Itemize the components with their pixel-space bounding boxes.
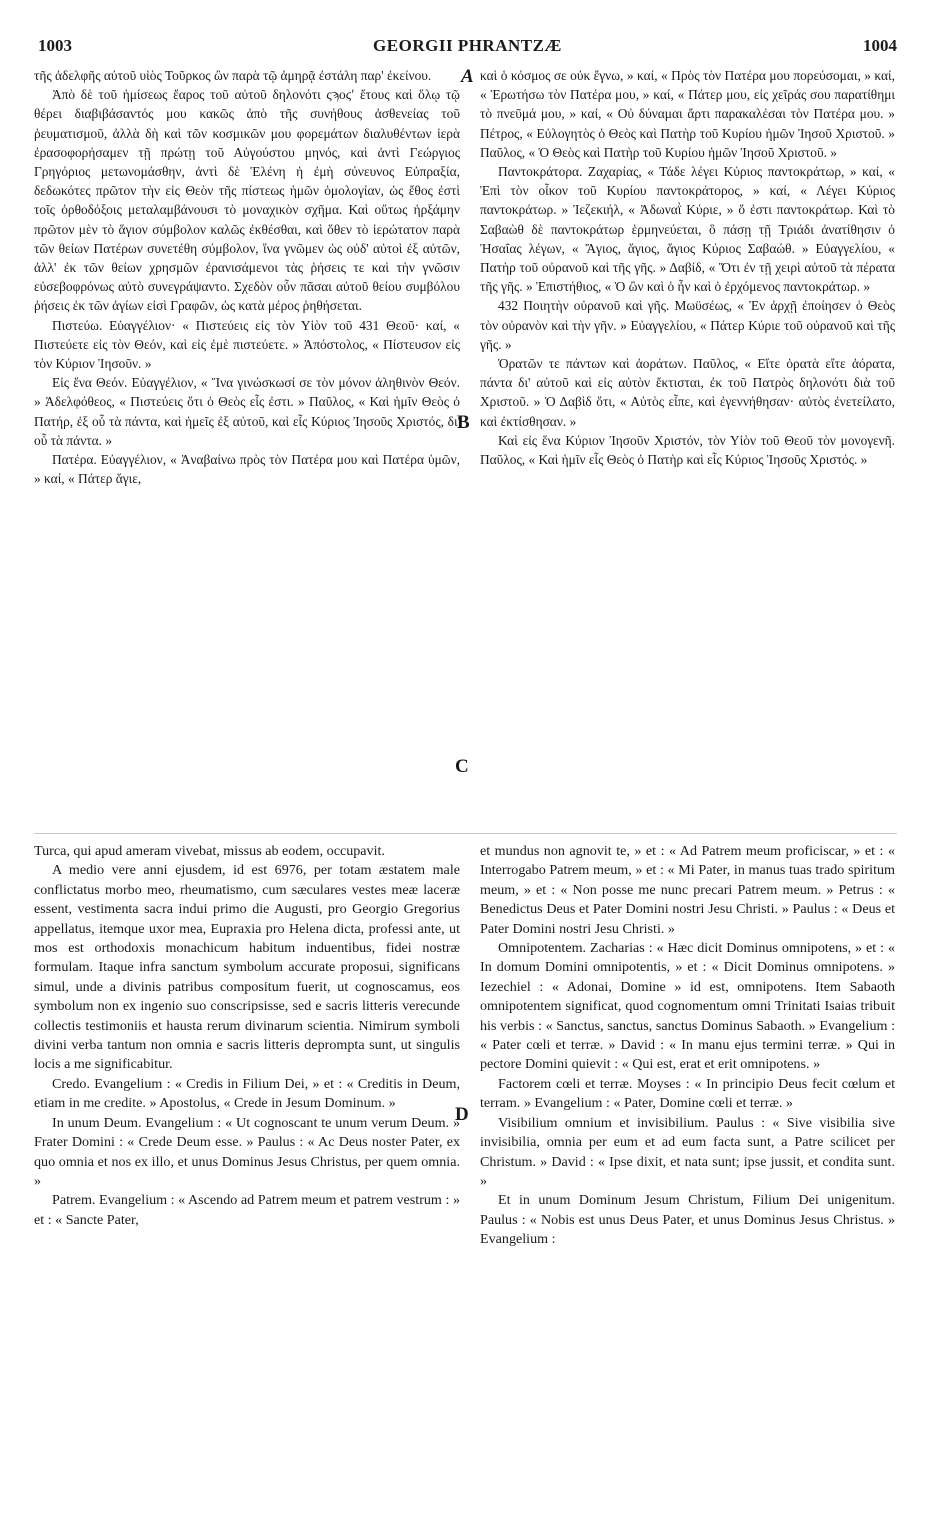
paragraph: Πιστεύω. Εὐαγγέλιον· « Πιστεύεις εἰς τὸν Υἱὸν τοῦ 431 Θεοῦ· καί, « Πιστεύετε εἰς τὸν Θεόν, καὶ εἰς ἐμὲ πιστεύετε. » Ἀπόστολος, « Πίστευσον εἰς τὸν Κύριον Ἰησοῦν. » <box>34 317 460 372</box>
paragraph: Patrem. Evangelium : « Ascendo ad Patrem meum et patrem vestrum : » et : « Sancte Pater, <box>34 1192 460 1228</box>
margin-letter-d: D <box>455 1104 469 1125</box>
paragraph: A medio vere anni ejusdem, id est 6976, per totam æstatem male conflictatus morbo meo, rheumatismo, cum sæculares vestes meæ laceræ essent, vestimenta sacra indui primo die Augusti, pro Georgio Gregorius appellatus, itemque uxor mea, Eupraxia pro Helena dicta, professi ante, ut mos est orthodoxis monachicum habitum induentibus, fidei nostræ formulam. Itaque infra sanctum symbolum accurate proposui, significans simul, unde a divinis patribus compositum fuerit, ut cognoscamus, eos symbolum non ex ingenio suo conscripsisse, sed e sacris litteris verecunde collectis testimoniis et hausta rerum divinarum scientia. Nimirum symboli divini verba tantum non omnia e sacris litteris deprompta sunt, ut singulis locis a me significabitur. <box>34 862 460 1073</box>
paragraph: Factorem cœli et terræ. Moyses : « In principio Deus fecit cœlum et terram. » Evangelium : « Pater, Domine cœli et terræ. » <box>480 1075 895 1112</box>
paragraph: Visibilium omnium et invisibilium. Paulus : « Sive visibilia sive invisibilia, omnia per eum et ad eum facta sunt, a Patre scilicet per Christum. » David : « Ipse dixit, et nata sunt; ipse jussit, et condita sunt. » <box>480 1114 895 1189</box>
greek-column-left <box>34 66 460 826</box>
paragraph: Ὁρατῶν τε πάντων καὶ ἀοράτων. Παῦλος, « Εἴτε ὁρατὰ εἴτε ἀόρατα, πάντα δι' αὐτοῦ καὶ εἰς αὐτὸν ἔκτισται, ἐκ τοῦ Πατρὸς δηλονότι διὰ τοῦ Χριστοῦ. » Ὁ Δαβὶδ ὅτι, « Αὐτὸς εἶπε, καὶ ἐγεννήθησαν· αὐτὸς ἐνετείλατο, καὶ ἐκτίσθησαν. » <box>480 356 895 429</box>
paragraph: καὶ ὁ κόσμος σε οὐκ ἔγνω, » καί, « Πρὸς τὸν Πατέρα μου πορεύσομαι, » καί, « Ἐρωτήσω τὸν Πατέρα μου, » καί, « Πάτερ μου, εἰς χεῖράς σου παρατίθημι τὸ πνεῦμά μου, » καί, « Οὐ δύναμαι ἄρτι παρακαλέσαι τὸν Πατέρα μου. » Πέτρος, « Εὐλογητὸς ὁ Θεὸς καὶ Πατὴρ τοῦ Κυρίου ἡμῶν Ἰησοῦ Χριστοῦ. » Παῦλος, « Ὁ Θεὸς καὶ Πατὴρ τοῦ Κυρίου ἡμῶν Ἰησοῦ Χριστοῦ. » <box>480 68 895 160</box>
running-title: GEORGII PHRANTZÆ <box>373 36 562 55</box>
page-number-right: 1004 <box>863 36 897 55</box>
greek-column-right <box>480 66 895 826</box>
paragraph: Omnipotentem. Zacharias : « Hæc dicit Dominus omnipotens, » et : « In domum Domini omnipotentis, » et : « Dicit Dominus omnipotens. » Iezechiel : « Adonai, Domine » id est, omnipotens. Item Sabaoth omnipotentem significat, quod cognomentum omni Trinitati Isaias tribuit his verbis : « Sanctus, sanctus, sanctus Dominus Sabaoth. » Evangelium : « Pater cœli et terræ. » David : « In manu ejus termini terræ. » Qui in pectore Domini quievit : « Qui est, erat et erit omnipotens. » <box>480 940 895 1073</box>
latin-column-right <box>480 842 895 1532</box>
paragraph: Turca, qui apud ameram vivebat, missus ab eodem, occupavit. <box>34 843 385 859</box>
section-divider <box>34 833 897 834</box>
paragraph: Ἀπὸ δὲ τοῦ ἡμίσεως ἔαρος τοῦ αὐτοῦ δηλονότι ςϡοϛʹ ἔτους καὶ ὅλῳ τῷ θέρει διαβιβάσαντός μου κακῶς ἀπὸ τῆς συνήθους ἀσθενείας τοῦ ῥευματισμοῦ, ἀλλὰ δὴ καὶ τῶν κοσμικῶν μου φορεμάτων διαλυθέντων ἱερὰ ἐρασοφορήσαμεν τῇ πρώτῃ τοῦ Αὐγούστου μηνός, καὶ ἀντὶ Γεώργιος Γρηγόριος μετωνομάσθην, ἀντὶ δὲ Ἑλένη ἡ ἐμὴ σύνευνος Εὐπραξία, δεδωκότες πρῶτον τὴν εἰς Θεὸν τῆς πίστεως ἡμῶν ὁμολογίαν, ὡς ἔθος ἐστὶ τοῖς ὀρθοδόξοις μεταλαμβάνουσι τὸ μοναχικὸν σχῆμα. Καὶ οὕτως ἠρξάμην πρῶτον μὲν τὸ ἅγιον σύμβολον καλῶς ἐκθέσθαι, καὶ ὅθεν τὸ ἱερώτατον παρὰ τῶν θείων Πατέρων συνετέθη σύμβολον, ἵνα γνῶμεν ὡς οὐδ' αὐτοὶ ἐξ αὐτῶν, ἀλλ' ἐκ τῶν θείων χρησμῶν ἐρανισάμενοι τὰς ῥήσεις τε καὶ τὴν γνῶσιν εὐσεβοφρόνως αὐτὸ συνεγράψαντο. Σχεδὸν οὖν πᾶσαι αὐτοῦ θείου συμβόλου ῥήσεις ἐκ τῶν ἁγίων εἰσὶ Γραφῶν, ὡς κατὰ μέρος ῥηθήσεται. <box>34 87 460 314</box>
paragraph: Παντοκράτορα. Ζαχαρίας, « Τάδε λέγει Κύριος παντοκράτωρ, » καί, « Ἐπὶ τὸν οἶκον τοῦ Κυρίου παντοκράτορος, » καί, « Λέγει Κύριος παντοκράτωρ. » Ἰεζεκιήλ, « Ἀδωναῒ Κύριε, » ὅ ἐστι παντοκράτωρ. Καὶ τὸ Σαβαὼθ δὲ παντοκράτωρ ἑρμηνεύεται, ὃ πάσῃ τῇ Τριάδι ἀνατίθησιν ὁ Ἠσαΐας λέγων, « Ἅγιος, ἅγιος, ἅγιος Κύριος Σαβαώθ. » Εὐαγγελίου, « Πατὴρ τοῦ οὐρανοῦ καὶ τῆς γῆς. » Δαβίδ, « Ὅτι ἐν τῇ χειρὶ αὐτοῦ τὰ πέρατα τῆς γῆς. » Ἐπιστήθιος, « Ὁ ὢν καὶ ὁ ἦν καὶ ὁ ἐρχόμενος παντοκράτωρ. » <box>480 164 895 295</box>
margin-letter-c: C <box>455 756 469 777</box>
paragraph: Πατέρα. Εὐαγγέλιον, « Ἀναβαίνω πρὸς τὸν Πατέρα μου καὶ Πατέρα ὑμῶν, » καί, « Πάτερ ἅγιε, <box>34 452 460 487</box>
paragraph: Credo. Evangelium : « Credis in Filium Dei, » et : « Creditis in Deum, etiam in me credite. » Apostolus, « Crede in Jesum Dominum. » <box>34 1075 460 1112</box>
paragraph: et mundus non agnovit te, » et : « Ad Patrem meum proficiscar, » et : « Interrogabo Patrem meum, » et : « Mi Pater, in manus tuas trado spiritum meum, » et : « Non posse me nunc precari Patrem meum. » Petrus : « Benedictus Deus et Pater Domini nostri Jesu Christi. » Paulus : « Deus et Pater Domini nostri Jesu Christi. » <box>480 843 895 937</box>
paragraph: τῆς ἀδελφῆς αὐτοῦ υἱὸς Τοῦρκος ὢν παρὰ τῷ ἀμηρᾷ ἐστάλη παρ' ἐκείνου. <box>34 68 432 83</box>
latin-column-left <box>34 842 460 1532</box>
margin-letter-b: B <box>457 412 470 433</box>
paragraph: Καὶ εἰς ἕνα Κύριον Ἰησοῦν Χριστόν, τὸν Υἱὸν τοῦ Θεοῦ τὸν μονογενῆ. Παῦλος, « Καὶ ἡμῖν εἷς Θεὸς ὁ Πατὴρ καὶ εἷς Κύριος Ἰησοῦς Χριστός. » <box>480 432 895 468</box>
page-number-left: 1003 <box>38 36 72 55</box>
paragraph: Εἰς ἕνα Θεόν. Εὐαγγέλιον, « Ἵνα γινώσκωσί σε τὸν μόνον ἀληθινὸν Θεόν. » Ἀδελφόθεος, « Πιστεύεις ὅτι ὁ Θεὸς εἷς ἐστι. » Παῦλος, « Καὶ ἡμῖν Θεὸς ὁ Πατήρ, ἐξ οὗ τὰ πάντα, καὶ ἡμεῖς ἐξ αὐτοῦ, καὶ εἷς Κύριος Ἰησοῦς Χριστός, δι' οὗ τὰ πάντα. » <box>34 375 460 448</box>
paragraph: In unum Deum. Evangelium : « Ut cognoscant te unum verum Deum. » Frater Domini : « Crede Deum esse. » Paulus : « Ac Deus noster Pater, ex quo omnia et nos ex illo, et unus Dominus Jesus Christus, per quem omnia. » <box>34 1114 460 1189</box>
margin-letter-a: A <box>461 66 474 87</box>
paragraph: 432 Ποιητὴν οὐρανοῦ καὶ γῆς. Μωϋσέως, « Ἐν ἀρχῇ ἐποίησεν ὁ Θεὸς τὸν οὐρανὸν καὶ τὴν γῆν. » Εὐαγγελίου, « Πάτερ Κύριε τοῦ οὐρανοῦ καὶ τῆς γῆς. » <box>480 298 895 352</box>
page-header <box>38 30 897 58</box>
paragraph: Et in unum Dominum Jesum Christum, Filium Dei unigenitum. Paulus : « Nobis est unus Deus Pater, et unus Dominus Jesus Christus. » Evangelium : <box>480 1192 895 1248</box>
